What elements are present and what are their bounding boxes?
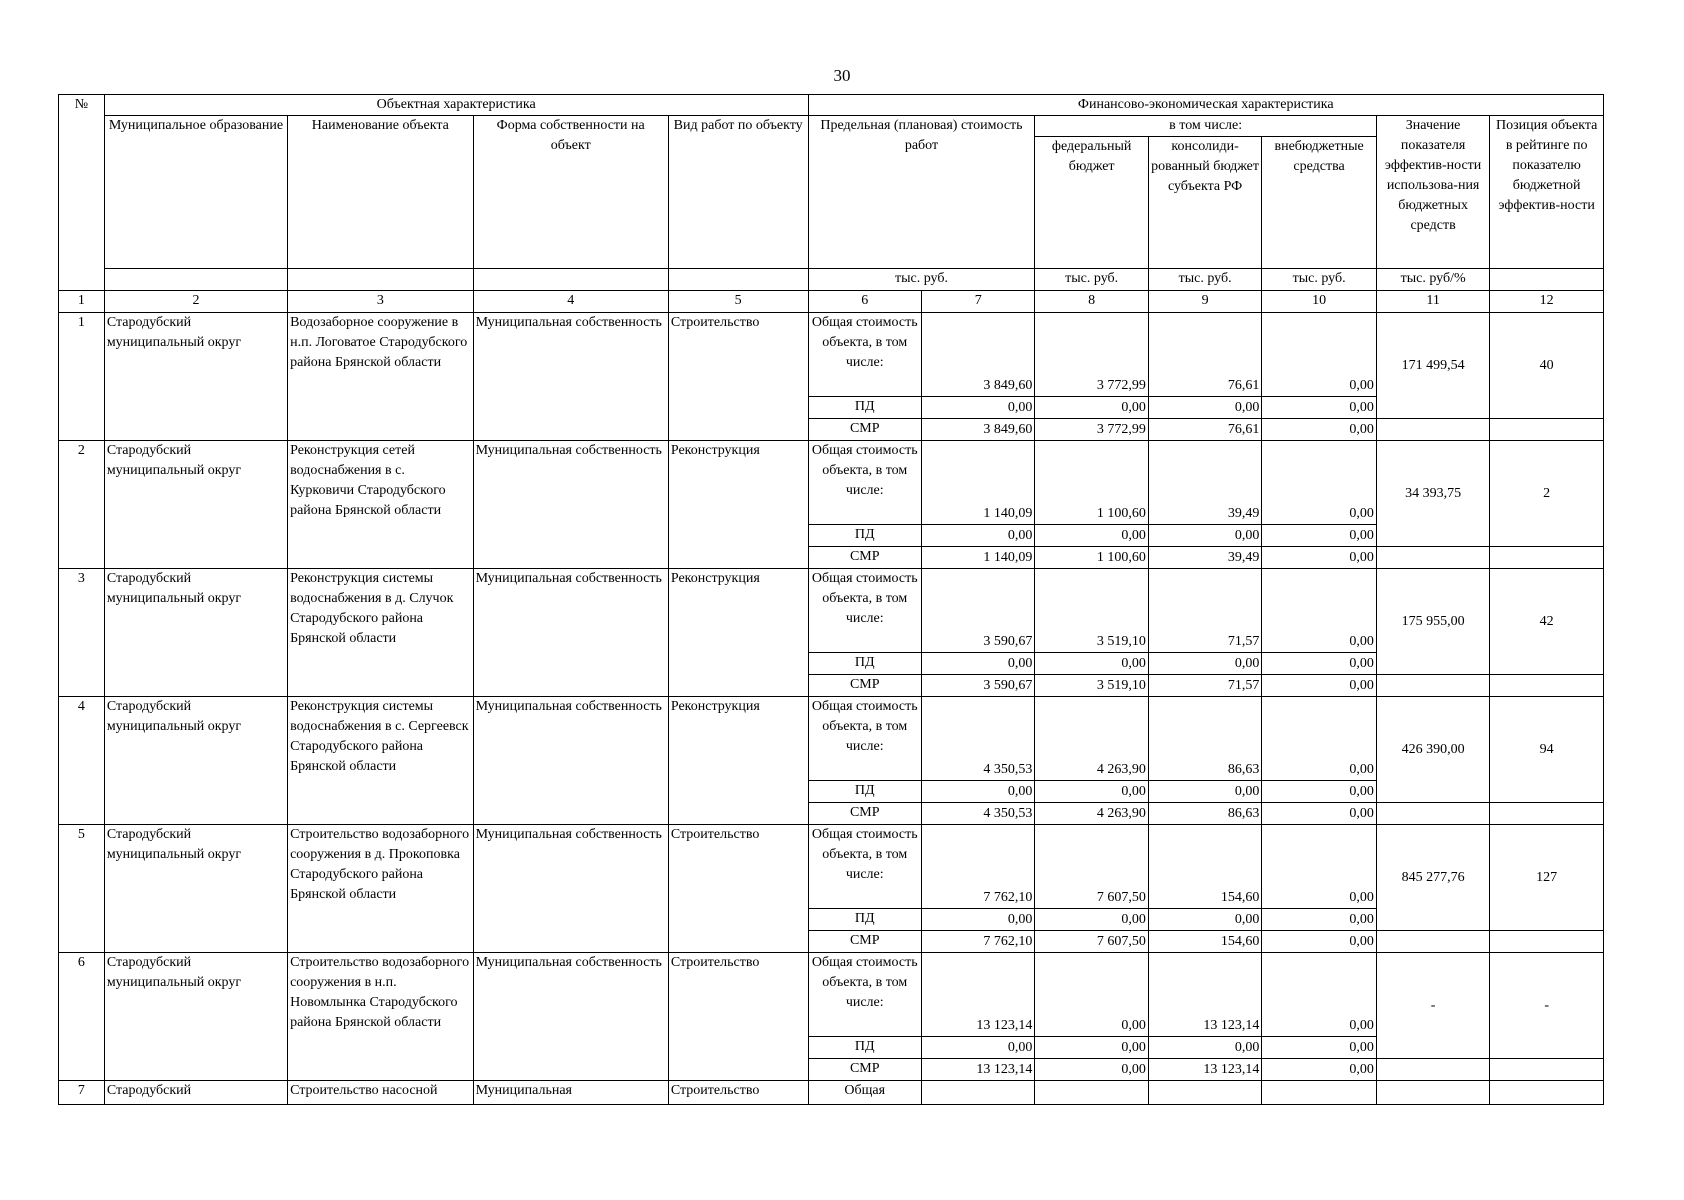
ownership-cell: Муниципальная (473, 1081, 668, 1105)
pd-label: ПД (808, 781, 921, 803)
header-object-name: Наименование объекта (288, 116, 473, 269)
total-extrabudget-value: 0,00 (1262, 825, 1377, 909)
smr-federal-value: 3 519,10 (1035, 675, 1148, 697)
efficiency-value: 845 277,76 (1376, 825, 1489, 931)
col-number: 1 (59, 291, 105, 313)
row-number: 4 (59, 697, 105, 825)
total-consolidated-value: 13 123,14 (1148, 953, 1261, 1037)
col-number: 5 (668, 291, 808, 313)
object-name-cell: Строительство водозаборного сооружения в н.п. Новомлынка Стародубского района Брянской области (288, 953, 473, 1081)
smr-extrabudget-value: 0,00 (1262, 675, 1377, 697)
total-cost-label: Общая стоимость объекта, в том числе: (808, 697, 921, 781)
smr-extrabudget-value: 0,00 (1262, 803, 1377, 825)
pd-consolidated-value: 0,00 (1148, 909, 1261, 931)
efficiency-value: - (1376, 953, 1489, 1059)
empty-cell (1148, 1081, 1261, 1105)
smr-label: СМР (808, 547, 921, 569)
total-extrabudget-value: 0,00 (1262, 313, 1377, 397)
smr-extrabudget-value: 0,00 (1262, 419, 1377, 441)
pd-federal-value: 0,00 (1035, 909, 1148, 931)
col-number: 3 (288, 291, 473, 313)
pd-label: ПД (808, 397, 921, 419)
ownership-cell: Муниципальная собственность (473, 953, 668, 1081)
total-consolidated-value: 154,60 (1148, 825, 1261, 909)
unit-limit-cost: тыс. руб. (808, 269, 1035, 291)
header-extrabudget: внебюджетные средства (1262, 137, 1377, 269)
empty-cell (1376, 419, 1489, 441)
rating-value: 94 (1490, 697, 1604, 803)
header-num: № (59, 95, 105, 291)
unit-blank (104, 269, 287, 291)
smr-label: СМР (808, 931, 921, 953)
unit-blank (1490, 269, 1604, 291)
total-consolidated-value: 76,61 (1148, 313, 1261, 397)
smr-federal-value: 7 607,50 (1035, 931, 1148, 953)
smr-federal-value: 1 100,60 (1035, 547, 1148, 569)
header-finance-group: Финансово-экономическая характеристика (808, 95, 1603, 116)
col-number: 7 (921, 291, 1034, 313)
pd-consolidated-value: 0,00 (1148, 653, 1261, 675)
smr-limit-cost-value: 13 123,14 (921, 1059, 1034, 1081)
total-federal-value: 3 519,10 (1035, 569, 1148, 653)
smr-consolidated-value: 86,63 (1148, 803, 1261, 825)
object-finance-table (58, 94, 1604, 1105)
pd-consolidated-value: 0,00 (1148, 397, 1261, 419)
page-number: 30 (833, 66, 851, 85)
empty-cell (1262, 1081, 1377, 1105)
smr-label: СМР (808, 419, 921, 441)
efficiency-value: 34 393,75 (1376, 441, 1489, 547)
pd-extrabudget-value: 0,00 (1262, 1037, 1377, 1059)
total-extrabudget-value: 0,00 (1262, 953, 1377, 1037)
pd-label: ПД (808, 525, 921, 547)
header-federal: федеральный бюджет (1035, 137, 1148, 269)
total-limit-cost-value: 7 762,10 (921, 825, 1034, 909)
work-type-cell: Реконструкция (668, 697, 808, 825)
empty-cell (1035, 1081, 1148, 1105)
pd-federal-value: 0,00 (1035, 397, 1148, 419)
total-limit-cost-value: 13 123,14 (921, 953, 1034, 1037)
smr-limit-cost-value: 7 762,10 (921, 931, 1034, 953)
column-numbers-row (59, 291, 1604, 313)
pd-consolidated-value: 0,00 (1148, 1037, 1261, 1059)
total-cost-label: Общая стоимость объекта, в том числе: (808, 313, 921, 397)
object-name-cell: Строительство водозаборного сооружения в д. Прокоповка Стародубского района Брянской области (288, 825, 473, 953)
pd-label: ПД (808, 653, 921, 675)
municipality-cell: Стародубский муниципальный округ (104, 825, 287, 953)
col-number: 8 (1035, 291, 1148, 313)
total-cost-label: Общая (808, 1081, 921, 1105)
col-number: 6 (808, 291, 921, 313)
rating-value: 127 (1490, 825, 1604, 931)
empty-cell (1490, 419, 1604, 441)
row-number: 3 (59, 569, 105, 697)
total-limit-cost-value: 4 350,53 (921, 697, 1034, 781)
rating-value: 2 (1490, 441, 1604, 547)
unit-blank (668, 269, 808, 291)
smr-consolidated-value: 13 123,14 (1148, 1059, 1261, 1081)
efficiency-value: 171 499,54 (1376, 313, 1489, 419)
pd-extrabudget-value: 0,00 (1262, 909, 1377, 931)
smr-consolidated-value: 154,60 (1148, 931, 1261, 953)
total-cost-label: Общая стоимость объекта, в том числе: (808, 441, 921, 525)
smr-extrabudget-value: 0,00 (1262, 547, 1377, 569)
header-limit-cost: Предельная (плановая) стоимость работ (808, 116, 1035, 269)
smr-consolidated-value: 39,49 (1148, 547, 1261, 569)
object-name-cell: Реконструкция системы водоснабжения в с. Сергеевск Стародубского района Брянской области (288, 697, 473, 825)
col-number: 10 (1262, 291, 1377, 313)
col-number: 2 (104, 291, 287, 313)
pd-extrabudget-value: 0,00 (1262, 525, 1377, 547)
object-name-cell: Реконструкция сетей водоснабжения в с. Курковичи Стародубского района Брянской области (288, 441, 473, 569)
pd-federal-value: 0,00 (1035, 653, 1148, 675)
table-row-partial (59, 1081, 1604, 1105)
table-row (59, 697, 1604, 781)
table-row (59, 569, 1604, 653)
total-federal-value: 0,00 (1035, 953, 1148, 1037)
unit-blank (288, 269, 473, 291)
pd-limit-cost-value: 0,00 (921, 653, 1034, 675)
smr-extrabudget-value: 0,00 (1262, 1059, 1377, 1081)
object-name-cell: Строительство насосной (288, 1081, 473, 1105)
smr-consolidated-value: 71,57 (1148, 675, 1261, 697)
object-name-cell: Реконструкция системы водоснабжения в д. Случок Стародубского района Брянской области (288, 569, 473, 697)
ownership-cell: Муниципальная собственность (473, 313, 668, 441)
work-type-cell: Строительство (668, 825, 808, 953)
empty-cell (1376, 931, 1489, 953)
total-extrabudget-value: 0,00 (1262, 569, 1377, 653)
empty-cell (1376, 1081, 1489, 1105)
pd-limit-cost-value: 0,00 (921, 525, 1034, 547)
smr-federal-value: 0,00 (1035, 1059, 1148, 1081)
ownership-cell: Муниципальная собственность (473, 697, 668, 825)
header-consolidated: консолиди-рованный бюджет субъекта РФ (1148, 137, 1261, 269)
total-cost-label: Общая стоимость объекта, в том числе: (808, 825, 921, 909)
rating-value: - (1490, 953, 1604, 1059)
municipality-cell: Стародубский муниципальный округ (104, 953, 287, 1081)
empty-cell (1376, 1059, 1489, 1081)
header-rating: Позиция объекта в рейтинге по показателю бюджетной эффектив-ности (1490, 116, 1604, 269)
total-consolidated-value: 86,63 (1148, 697, 1261, 781)
table-row (59, 953, 1604, 1037)
municipality-cell: Стародубский муниципальный округ (104, 313, 287, 441)
work-type-cell: Реконструкция (668, 569, 808, 697)
smr-label: СМР (808, 1059, 921, 1081)
smr-consolidated-value: 76,61 (1148, 419, 1261, 441)
empty-cell (1376, 547, 1489, 569)
smr-limit-cost-value: 3 849,60 (921, 419, 1034, 441)
rating-value: 40 (1490, 313, 1604, 419)
row-number: 1 (59, 313, 105, 441)
smr-extrabudget-value: 0,00 (1262, 931, 1377, 953)
ownership-cell: Муниципальная собственность (473, 441, 668, 569)
pd-federal-value: 0,00 (1035, 781, 1148, 803)
pd-limit-cost-value: 0,00 (921, 1037, 1034, 1059)
header-including: в том числе: (1035, 116, 1376, 137)
municipality-cell: Стародубский муниципальный округ (104, 569, 287, 697)
pd-extrabudget-value: 0,00 (1262, 781, 1377, 803)
pd-consolidated-value: 0,00 (1148, 525, 1261, 547)
work-type-cell: Строительство (668, 1081, 808, 1105)
table-row (59, 313, 1604, 397)
unit-consolidated: тыс. руб. (1148, 269, 1261, 291)
col-number: 11 (1376, 291, 1489, 313)
pd-extrabudget-value: 0,00 (1262, 397, 1377, 419)
smr-limit-cost-value: 4 350,53 (921, 803, 1034, 825)
table-row (59, 441, 1604, 525)
smr-label: СМР (808, 675, 921, 697)
total-federal-value: 1 100,60 (1035, 441, 1148, 525)
smr-federal-value: 4 263,90 (1035, 803, 1148, 825)
col-number: 12 (1490, 291, 1604, 313)
empty-cell (1490, 1081, 1604, 1105)
total-federal-value: 3 772,99 (1035, 313, 1148, 397)
pd-consolidated-value: 0,00 (1148, 781, 1261, 803)
pd-limit-cost-value: 0,00 (921, 397, 1034, 419)
pd-label: ПД (808, 1037, 921, 1059)
smr-label: СМР (808, 803, 921, 825)
total-limit-cost-value: 1 140,09 (921, 441, 1034, 525)
work-type-cell: Строительство (668, 313, 808, 441)
table-row (59, 825, 1604, 909)
total-cost-label: Общая стоимость объекта, в том числе: (808, 953, 921, 1037)
row-number: 7 (59, 1081, 105, 1105)
total-limit-cost-value: 3 590,67 (921, 569, 1034, 653)
header-work-type: Вид работ по объекту (668, 116, 808, 269)
total-limit-cost-value: 3 849,60 (921, 313, 1034, 397)
total-federal-value: 4 263,90 (1035, 697, 1148, 781)
total-federal-value: 7 607,50 (1035, 825, 1148, 909)
ownership-cell: Муниципальная собственность (473, 825, 668, 953)
work-type-cell: Реконструкция (668, 441, 808, 569)
rating-value: 42 (1490, 569, 1604, 675)
pd-federal-value: 0,00 (1035, 525, 1148, 547)
empty-cell (1376, 675, 1489, 697)
pd-limit-cost-value: 0,00 (921, 909, 1034, 931)
municipality-cell: Стародубский (104, 1081, 287, 1105)
total-consolidated-value: 71,57 (1148, 569, 1261, 653)
empty-cell (921, 1081, 1034, 1105)
total-extrabudget-value: 0,00 (1262, 697, 1377, 781)
pd-limit-cost-value: 0,00 (921, 781, 1034, 803)
header-municipality: Муниципальное образование (104, 116, 287, 269)
pd-federal-value: 0,00 (1035, 1037, 1148, 1059)
total-consolidated-value: 39,49 (1148, 441, 1261, 525)
efficiency-value: 175 955,00 (1376, 569, 1489, 675)
pd-extrabudget-value: 0,00 (1262, 653, 1377, 675)
unit-extrabudget: тыс. руб. (1262, 269, 1377, 291)
empty-cell (1490, 931, 1604, 953)
municipality-cell: Стародубский муниципальный округ (104, 697, 287, 825)
empty-cell (1490, 1059, 1604, 1081)
smr-federal-value: 3 772,99 (1035, 419, 1148, 441)
empty-cell (1490, 675, 1604, 697)
unit-blank (473, 269, 668, 291)
ownership-cell: Муниципальная собственность (473, 569, 668, 697)
col-number: 9 (1148, 291, 1261, 313)
total-extrabudget-value: 0,00 (1262, 441, 1377, 525)
row-number: 5 (59, 825, 105, 953)
empty-cell (1376, 803, 1489, 825)
total-cost-label: Общая стоимость объекта, в том числе: (808, 569, 921, 653)
empty-cell (1490, 803, 1604, 825)
object-name-cell: Водозаборное сооружение в н.п. Логоватое Стародубского района Брянской области (288, 313, 473, 441)
municipality-cell: Стародубский муниципальный округ (104, 441, 287, 569)
col-number: 4 (473, 291, 668, 313)
work-type-cell: Строительство (668, 953, 808, 1081)
empty-cell (1490, 547, 1604, 569)
header-ownership: Форма собственности на объект (473, 116, 668, 269)
smr-limit-cost-value: 1 140,09 (921, 547, 1034, 569)
efficiency-value: 426 390,00 (1376, 697, 1489, 803)
row-number: 6 (59, 953, 105, 1081)
row-number: 2 (59, 441, 105, 569)
pd-label: ПД (808, 909, 921, 931)
header-object-group: Объектная характеристика (104, 95, 808, 116)
unit-federal: тыс. руб. (1035, 269, 1148, 291)
unit-efficiency: тыс. руб/% (1376, 269, 1489, 291)
smr-limit-cost-value: 3 590,67 (921, 675, 1034, 697)
header-efficiency: Значение показателя эффектив-ности использова-ния бюджетных средств (1376, 116, 1489, 269)
